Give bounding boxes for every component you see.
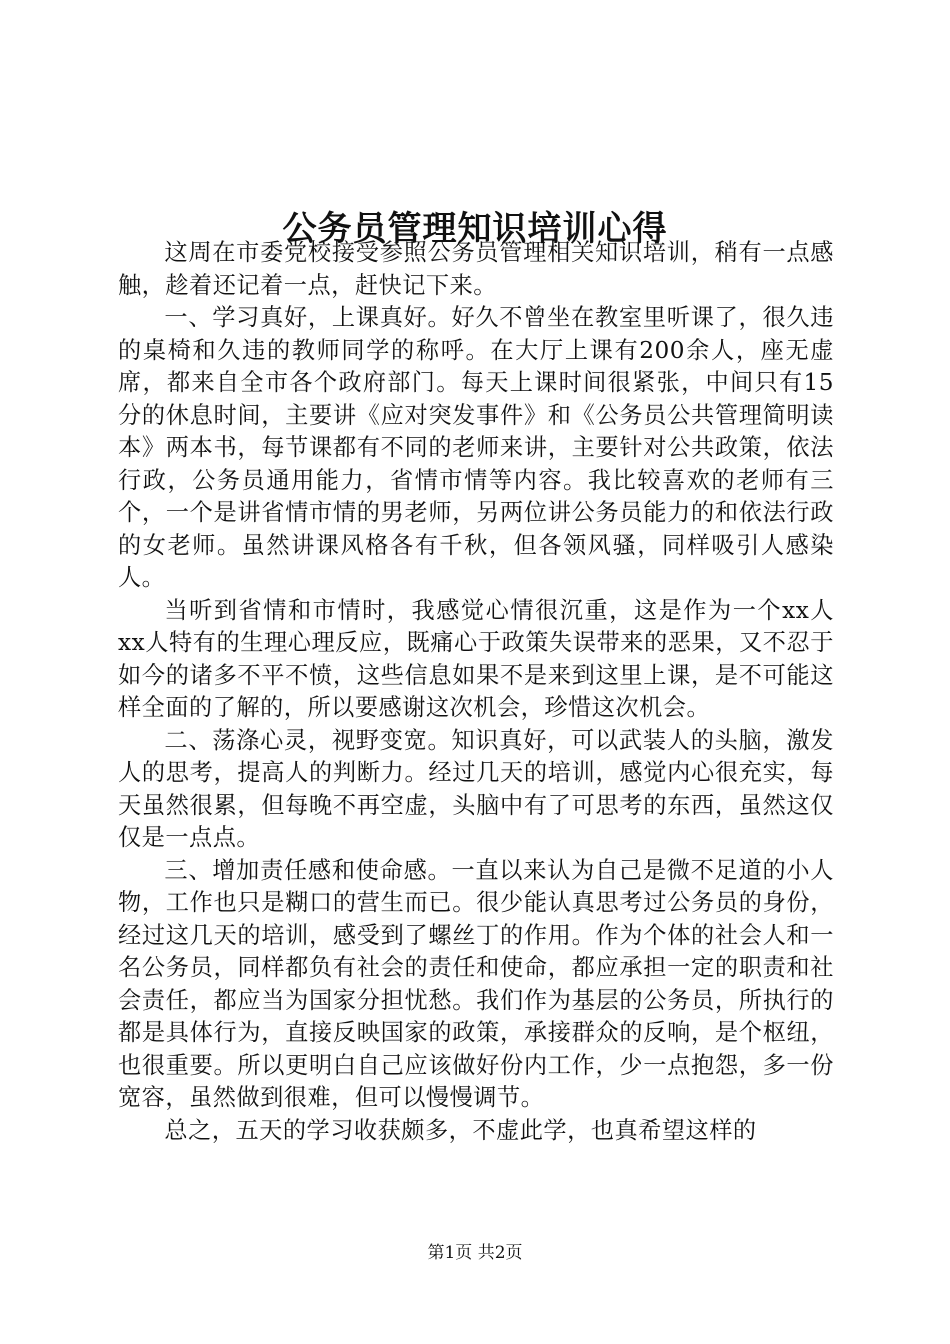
paragraph-section-three: 三、增加责任感和使命感。一直以来认为自己是微不足道的小人物，工作也只是糊口的营生而已。很少能认真思考过公务员的身份，经过这几天的培训，感受到了螺丝丁的作用。作为个体的社会人和一名公务员，同样都负有社会的责任和使命，都应承担一定的职责和社会责任，都应当为国家分担忧愁。我们作为基层的公务员，所执行的都是具体行为，直接反映国家的政策，承接群众的反响，是个枢纽，也很重要。所以更明白自己应该做好份内工作，少一点抱怨，多一份宽容，虽然做到很难，但可以慢慢调节。 xyxy=(118,856,834,1111)
document-title: 公务员管理知识培训心得 xyxy=(282,208,668,249)
paragraph-province-city: 当听到省情和市情时，我感觉心情很沉重，这是作为一个xx人xx人特有的生理心理反应，既痛心于政策失误带来的恶果，又不忍于如今的诸多不平不愤，这些信息如果不是来到这里上课，是不可能这样全面的了解的，所以要感谢这次机会，珍惜这次机会。 xyxy=(118,596,834,721)
paragraph-section-one: 一、学习真好，上课真好。好久不曾坐在教室里听课了，很久违的桌椅和久违的教师同学的称呼。在大厅上课有200余人，座无虚席，都来自全市各个政府部门。每天上课时间很紧张，中间只有15分的休息时间，主要讲《应对突发事件》和《公务员公共管理简明读本》两本书，每节课都有不同的老师来讲，主要针对公共政策，依法行政，公务员通用能力，省情市情等内容。我比较喜欢的老师有三个，一个是讲省情市情的男老师，另两位讲公务员能力的和依法行政的女老师。虽然讲课风格各有千秋，但各领风骚，同样吸引人感染人。 xyxy=(118,304,834,591)
paragraph-section-two: 二、荡涤心灵，视野变宽。知识真好，可以武装人的头脑，激发人的思考，提高人的判断力。经过几天的培训，感觉内心很充实，每天虽然很累，但每晚不再空虚，头脑中有了可思考的东西，虽然这仅仅是一点点。 xyxy=(118,726,834,851)
document-body xyxy=(118,237,834,1147)
page-number-footer: 第1页 共2页 xyxy=(427,1243,523,1263)
paragraph-intro: 这周在市委党校接受参照公务员管理相关知识培训，稍有一点感触，趁着还记着一点，赶快记下来。 xyxy=(118,239,834,299)
paragraph-conclusion: 总之，五天的学习收获颇多，不虚此学，也真希望这样的 xyxy=(164,1116,757,1144)
